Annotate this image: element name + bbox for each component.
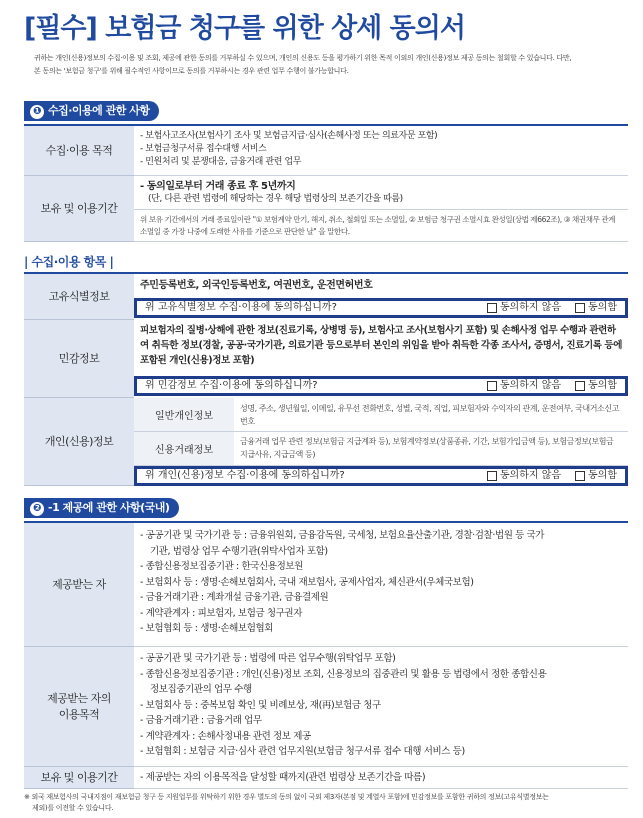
unique-id-value: 주민등록번호, 외국인등록번호, 여권번호, 운전면허번호 [140,280,373,291]
retention-main: - 동의일로부터 거래 종료 후 5년까지 (단, 다른 관련 법령에 해당하는 경우 해당 법령상의 보존기간을 따름) [134,176,628,210]
checkbox-icon [487,303,497,313]
sensitive-value: 피보험자의 질병·상해에 관한 정보(진료기록, 상병명 등), 보험사고 조사(보험사기 포함) 및 손해사정 업무 수행과 관련하여 취득한 정보(경찰, 공공·국가기관, 의료기관 등으로부터 본인의 위임을 받아 취득한 각종 조사서, 증명서, 진료기록 등에 포함된 개인(신용)정보 포함) [140,325,622,366]
footer-note: ※ 외국 재보험사의 국내지점이 재보험금 청구 등 지원업무를 위탁하기 위한 경우 별도의 동의 없이 국외 제3자(본점 및 계열사 포함)에 민감정보를 포함한 귀하의 정보(고유식별정보는 제외)를 이전할 수 있습니다. [24,793,549,812]
personal-disagree-checkbox[interactable]: 동의하지 않음 [487,469,561,483]
recipients-label: 제공받는 자 [24,523,134,647]
sensitive-disagree-checkbox[interactable]: 동의하지 않음 [487,379,561,393]
personal-agree-checkbox[interactable]: 동의함 [575,469,617,483]
unique-disagree-checkbox[interactable]: 동의하지 않음 [487,301,561,315]
section2-retention-value: - 제공받는 자의 이용목적을 달성할 때까지(관련 법령상 보존기간을 따름) [134,767,628,789]
section2-retention-label: 보유 및 이용기간 [24,767,134,789]
checkbox-icon [575,303,585,313]
purposes-list: - 공공기관 및 국가기관 등 : 법령에 따른 업무수행(위탁업무 포함) - 종합신용정보집중기관 : 개인(신용)정보 조회, 신용정보의 집중관리 및 활용 등 법령에서 정한 종합신용 정보집중기관의 업무 수행 - 보험회사 등 : 중복보험 확인 및 비례보상, 재(再)보험금 청구 - 금융거래기관 : 금융거래 업무 - 계약관계자 : 손해사정내용 관련 정보 제공 - 보험협회 : 보험금 지급·심사 관련 업무지원(보험금 청구서류 접수 대행 서비스 등) [134,647,628,767]
intro-text: 귀하는 개인(신용)정보의 수집·이용 및 조회, 제공에 관한 동의를 거부하실 수 있으며, 개인의 신용도 등을 평가하기 위한 목적 이외의 개인(신용)정보 제공 동의는 철회할 수 있습니다. 다만, 본 동의는 '보험금 청구'를 위해 필수적인 사항이므로 동의를 거부하시는 경우 관련 업무 수행이 불가능합니다. [34,54,572,75]
checkbox-icon [487,471,497,481]
retention-label: 보유 및 이용기간 [24,176,134,242]
personal-consent: 위 개인(신용)정보 수집·이용에 동의하십니까? 동의하지 않음 동의함 [134,466,628,486]
sensitive-label: 민감정보 [24,320,134,398]
sensitive-agree-checkbox[interactable]: 동의함 [575,379,617,393]
personal-label: 개인(신용)정보 [24,398,134,486]
checkbox-icon [575,381,585,391]
sensitive-consent: 위 민감정보 수집·이용에 동의하십니까? 동의하지 않음 동의함 [134,376,628,396]
credit-value: 금융거래 업무 관련 정보(보험금 지급계좌 등), 보험계약정보(상품종류, 기간, 보험가입금액 등), 보험금정보(보험금 지급사유, 지급금액 등) [234,432,628,466]
unique-agree-checkbox[interactable]: 동의함 [575,301,617,315]
section1-heading: ❶ 수집·이용에 관한 사항 [24,101,159,121]
checkbox-icon [487,381,497,391]
purpose-items: - 보험사고조사(보험사기 조사 및 보험금지급·심사(손해사정 또는 의료자문 포함) - 보험금청구서류 접수대행 서비스 - 민원처리 및 분쟁대응, 금융거래 관련 업무 [134,126,628,176]
unique-id-consent: 위 고유식별정보 수집·이용에 동의하십니까? 동의하지 않음 동의함 [134,298,628,318]
unique-id-label: 고유식별정보 [24,274,134,320]
general-value: 성명, 주소, 생년월일, 이메일, 유무선 전화번호, 성별, 국적, 직업, 피보험자와 수익자의 관계, 운전여부, 국내거소신고번호 [234,398,628,432]
page-title: [필수] 보험금 청구를 위한 상세 동의서 [24,13,465,44]
general-label: 일반개인정보 [134,398,234,432]
checkbox-icon [575,471,585,481]
recipients-list: - 공공기관 및 국가기관 등 : 금융위원회, 금융감독원, 국세청, 보험요율산출기관, 경찰·검찰·법원 등 국가 기관, 법령상 업무 수행기관(위탁사업자 포함) - 종합신용정보집중기관 : 한국신용정보원 - 보험회사 등 : 생명·손해보험회사, 국내 재보험사, 공제사업자, 체신관서(우체국보험) - 금융거래기관 : 계좌개설 금융기관, 금융결제원 - 계약관계자 : 피보험자, 보험금 청구권자 - 보험협회 등 : 생명·손해보험협회 [134,523,628,647]
purposes-label: 제공받는 자의 이용목적 [24,647,134,767]
purpose-label: 수집·이용 목적 [24,126,134,176]
items-heading: | 수집·이용 항목 | [24,255,114,269]
credit-label: 신용거래정보 [134,432,234,466]
section2-heading: ❷ -1 제공에 관한 사항(국내) [24,498,179,518]
retention-note: 위 보유 기간에서의 거래 종료일이란 "① 보험계약 만기, 해지, 취소, 철회일 또는 소멸일, ② 보험금 청구권 소멸시효 완성일(상법 제662조), ③ 채권채무 관계 소멸일 중 가장 나중에 도래한 사유를 기준으로 판단한 날" 을 말한다. [134,210,628,242]
